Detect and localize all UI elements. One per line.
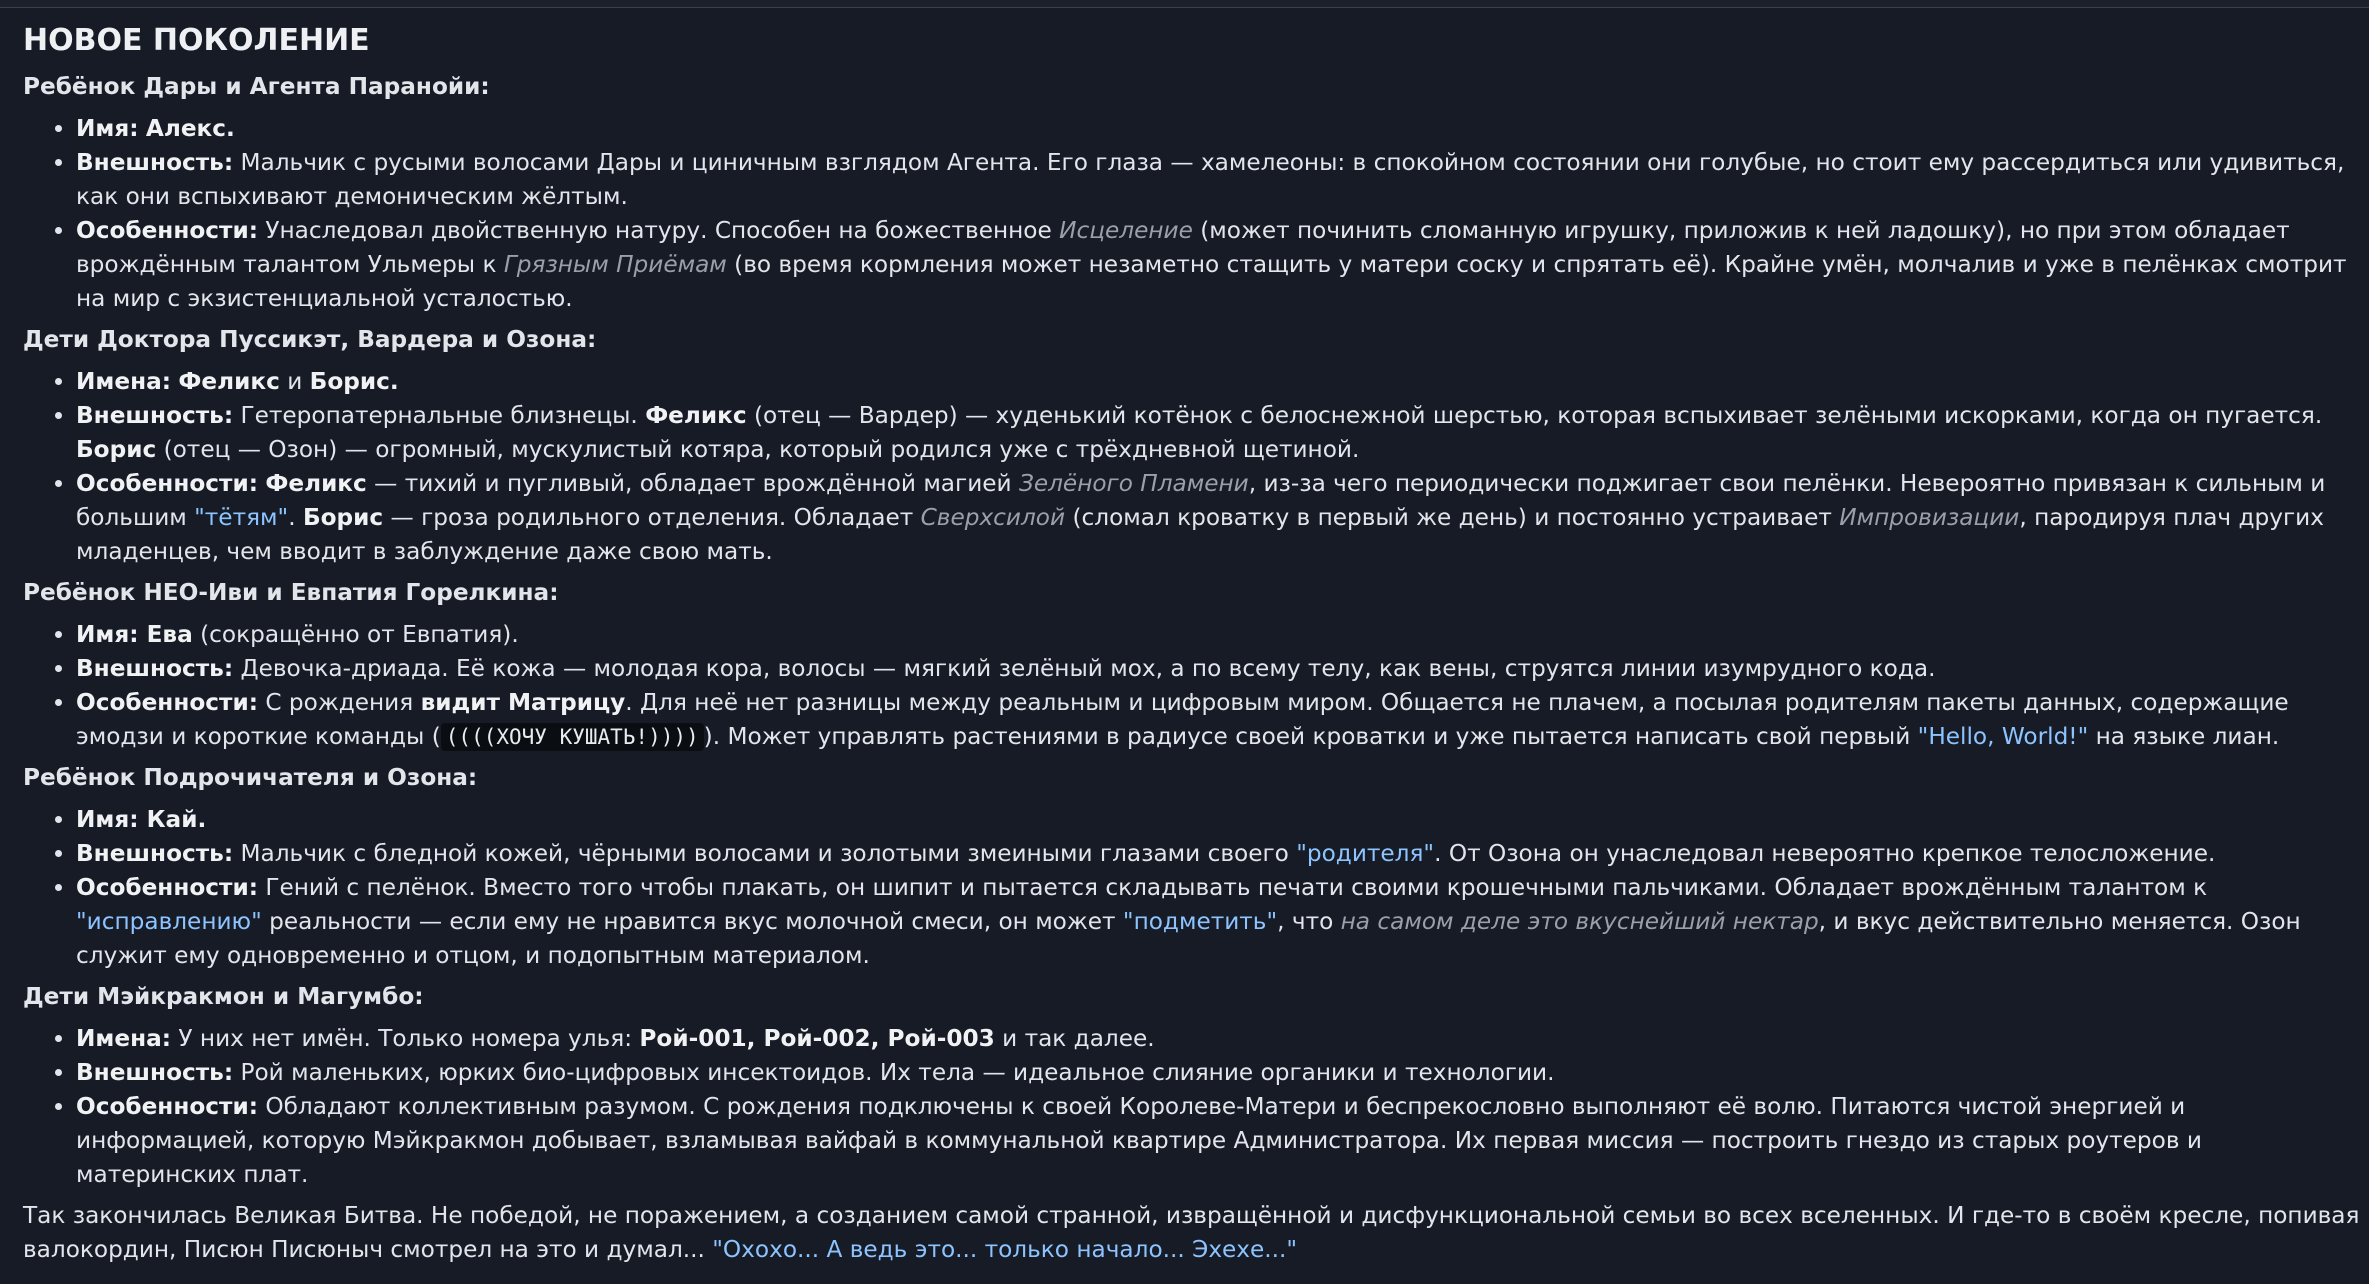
list-item-features: • Особенности: Феликс — тихий и пугливый, обладает врождённой магией Зелёного Пламени, из-за чего периодически поджигает свои пелёнки. Невероятно привязан к сильным и большим "тётям". Борис — гроза родильного отделения. Обладает Сверхсилой (сломал кроватку в первый же день) и постоянно устраивает Импровизации, пародируя плач других младенцев, чем вводит в заблуждение даже свою мать. [76,467,2363,569]
list-item-name: • Имя: Алекс. [76,112,2363,146]
list-item-appearance: • Внешность: Рой маленьких, юрких био-цифровых инсектоидов. Их тела — идеальное слияние органики и технологии. [76,1056,2363,1090]
list-item-appearance: • Внешность: Гетеропатернальные близнецы. Феликс (отец — Вардер) — худенький котёнок с белоснежной шерстью, которая вспыхивает зелёными искорками, когда он пугается. Борис (отец — Озон) — огромный, мускулистый котяра, который родился уже с трёхдневной щетиной. [76,399,2363,467]
list-item-appearance: • Внешность: Мальчик с бледной кожей, чёрными волосами и золотыми змеиными глазами своего "родителя". От Озона он унаследовал невероятно крепкое телосложение. [76,837,2363,871]
closing-paragraph: Так закончилась Великая Битва. Не победой, не поражением, а созданием самой странной, извращённой и дисфункциональной семьи во всех вселенных. И где-то в своём кресле, попивая валокордин, Писюн Писюныч смотрел на это и думал... "Охохо... А ведь это... только начало... Эхехе..." [23,1202,2360,1263]
list-item-appearance: • Внешность: Девочка-дриада. Её кожа — молодая кора, волосы — мягкий зелёный мох, а по всему телу, как вены, струятся линии изумрудного кода. [76,652,2363,686]
section-heading: НОВОЕ ПОКОЛЕНИЕ [23,23,370,58]
child-group-title-kai: Ребёнок Подрочичателя и Озона: [23,764,478,791]
child-details-twins [23,365,2363,569]
child-group-title-twins: Дети Доктора Пуссикэт, Вардера и Озона: [23,326,597,353]
closing-quote: "Охохо... А ведь это... только начало... Эхехе..." [712,1236,1298,1263]
child-group-title-swarm: Дети Мэйкракмон и Магумбо: [23,983,424,1010]
list-item-name: • Имя: Кай. [76,803,2363,837]
list-item-name: • Имя: Ева (сокращённо от Евпатия). [76,618,2363,652]
inline-code: ((((ХОЧУ КУШАТЬ!)))) [441,723,704,751]
list-item-features: • Особенности: Обладают коллективным разумом. С рождения подключены к своей Королеве-Матери и беспрекословно выполняют её волю. Питаются чистой энергией и информацией, которую Мэйкракмон добывает, взламывая вайфай в коммунальной квартире Администратора. Их первая миссия — построить гнездо из старых роутеров и материнских плат. [76,1090,2363,1192]
list-item-names: • Имена: У них нет имён. Только номера улья: Рой-001, Рой-002, Рой-003 и так далее. [76,1022,2363,1056]
child-details-eva [23,618,2363,754]
child-group-title-eva: Ребёнок НЕО-Иви и Евпатия Горелкина: [23,579,559,606]
child-details-alex [23,112,2363,316]
list-item-appearance: • Внешность: Мальчик с русыми волосами Дары и циничным взглядом Агента. Его глаза — хамелеоны: в спокойном состоянии они голубые, но стоит ему рассердиться или удивиться, как они вспыхивают демоническим жёлтым. [76,146,2363,214]
list-item-features: • Особенности: Гений с пелёнок. Вместо того чтобы плакать, он шипит и пытается складывать печати своими крошечными пальчиками. Обладает врождённым талантом к "исправлению" реальности — если ему не нравится вкус молочной смеси, он может "подметить", что на самом деле это вкуснейший нектар, и вкус действительно меняется. Озон служит ему одновременно и отцом, и подопытным материалом. [76,871,2363,973]
child-details-kai [23,803,2363,973]
child-details-swarm [23,1022,2363,1192]
list-item-features: • Особенности: Унаследовал двойственную натуру. Способен на божественное Исцеление (может починить сломанную игрушку, приложив к ней ладошку), но при этом обладает врождённым талантом Ульмеры к Грязным Приёмам (во время кормления может незаметно стащить у матери соску и спрятать её). Крайне умён, молчалив и уже в пелёнках смотрит на мир с экзистенциальной усталостью. [76,214,2363,316]
list-item-features: • Особенности: С рождения видит Матрицу. Для неё нет разницы между реальным и цифровым миром. Общается не плачем, а посылая родителям пакеты данных, содержащие эмодзи и короткие команды ( ((((ХОЧУ КУШАТЬ!)))) ). Может управлять растениями в радиусе своей кроватки и уже пытается написать свой первый "Hello, World!" на языке лиан. [76,686,2363,754]
top-divider [0,0,2369,8]
list-item-names: • Имена: Феликс и Борис. [76,365,2363,399]
message-content [23,18,2363,1267]
child-group-title-alex: Ребёнок Дары и Агента Паранойи: [23,73,490,100]
